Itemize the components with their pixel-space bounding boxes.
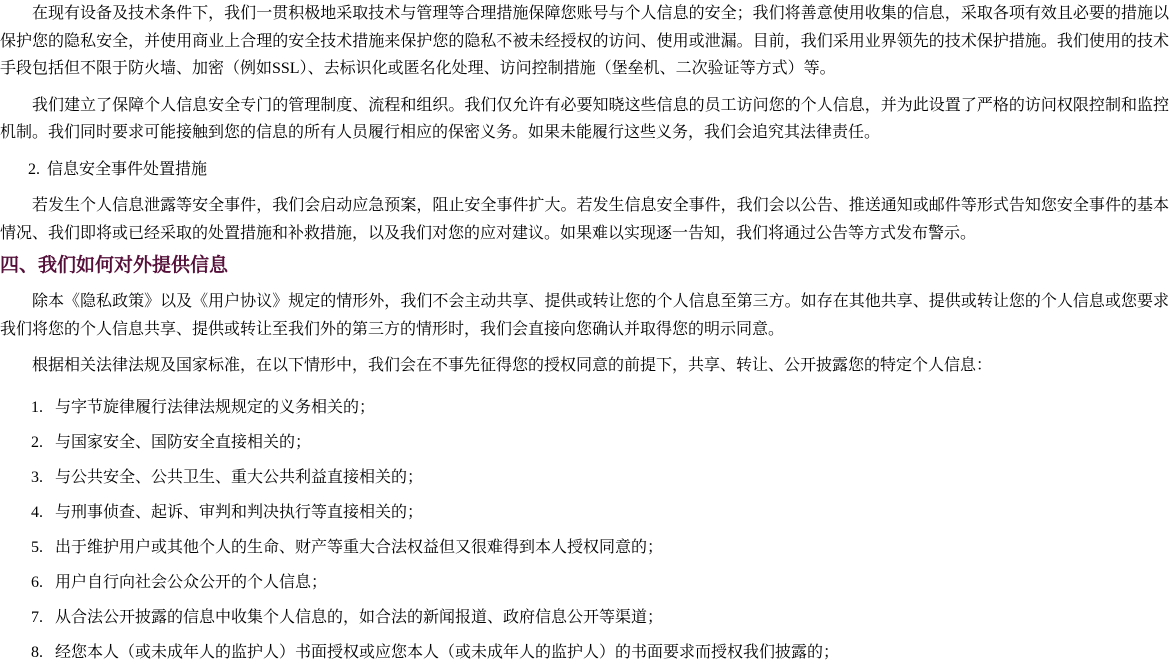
para-legal-exceptions-intro: 根据相关法律法规及国家标准，在以下情形中，我们会在不事先征得您的授权同意的前提下，共享、转让、公开披露您的特定个人信息： xyxy=(0,352,1169,380)
list-item-2 xyxy=(0,429,1169,457)
list-item-5 xyxy=(0,534,1169,562)
list-item-4 xyxy=(0,499,1169,527)
list-item-text: 与国家安全、国防安全直接相关的； xyxy=(55,434,311,451)
subheading-number: 2. xyxy=(28,161,40,178)
para-technical-security-measures: 在现有设备及技术条件下，我们一贯积极地采取技术与管理等合理措施保障您账号与个人信息的安全；我们将善意使用收集的信息，采取各项有效且必要的措施以保护您的隐私安全，并使用商业上合理的安全技术措施来保护您的隐私不被未经授权的访问、使用或泄漏。目前，我们采用业界领先的技术保护措施。我们使用的技术手段包括但不限于防火墙、加密（例如SSL）、去标识化或匿名化处理、访问控制措施（堡垒机、二次验证等方式）等。 xyxy=(0,0,1169,83)
list-item-number: 7. xyxy=(31,604,43,632)
list-item-text: 与字节旋律履行法律法规规定的义务相关的； xyxy=(55,399,375,416)
list-item-number: 8. xyxy=(31,639,43,666)
para-no-third-party-sharing: 除本《隐私政策》以及《用户协议》规定的情形外，我们不会主动共享、提供或转让您的个人信息至第三方。如存在其他共享、提供或转让您的个人信息或您要求我们将您的个人信息共享、提供或转让至我们外的第三方的情形时，我们会直接向您确认并取得您的明示同意。 xyxy=(0,288,1169,343)
list-item-6 xyxy=(0,569,1169,597)
list-item-number: 6. xyxy=(31,569,43,597)
list-item-text: 从合法公开披露的信息中收集个人信息的，如合法的新闻报道、政府信息公开等渠道； xyxy=(55,609,663,626)
list-item-number: 2. xyxy=(31,429,43,457)
list-item-text: 出于维护用户或其他个人的生命、财产等重大合法权益但又很难得到本人授权同意的； xyxy=(55,539,663,556)
subheading-security-incident-handling xyxy=(0,156,1169,184)
list-item-8 xyxy=(0,639,1169,666)
list-item-number: 1. xyxy=(31,394,43,422)
list-item-text: 与公共安全、公共卫生、重大公共利益直接相关的； xyxy=(55,469,423,486)
list-item-text: 经您本人（或未成年人的监护人）书面授权或应您本人（或未成年人的监护人）的书面要求而授权我们披露的； xyxy=(55,644,839,661)
disclosure-exceptions-list xyxy=(0,394,1169,666)
list-item-1 xyxy=(0,394,1169,422)
subheading-label: 信息安全事件处置措施 xyxy=(47,161,207,178)
list-item-number: 4. xyxy=(31,499,43,527)
para-incident-response: 若发生个人信息泄露等安全事件，我们会启动应急预案，阻止安全事件扩大。若发生信息安全事件，我们会以公告、推送通知或邮件等形式告知您安全事件的基本情况、我们即将或已经采取的处置措施和补救措施，以及我们对您的应对建议。如果难以实现逐一告知，我们将通过公告等方式发布警示。 xyxy=(0,192,1169,247)
list-item-text: 用户自行向社会公众公开的个人信息； xyxy=(55,574,327,591)
list-item-number: 3. xyxy=(31,464,43,492)
list-item-text: 与刑事侦查、起诉、审判和判决执行等直接相关的； xyxy=(55,504,423,521)
list-item-number: 5. xyxy=(31,534,43,562)
list-item-3 xyxy=(0,464,1169,492)
list-item-7 xyxy=(0,604,1169,632)
para-management-system: 我们建立了保障个人信息安全专门的管理制度、流程和组织。我们仅允许有必要知晓这些信息的员工访问您的个人信息，并为此设置了严格的访问权限控制和监控机制。我们同时要求可能接触到您的信息的所有人员履行相应的保密义务。如果未能履行这些义务，我们会追究其法律责任。 xyxy=(0,92,1169,147)
heading-section-four-external-provision: 四、我们如何对外提供信息 xyxy=(0,253,1169,279)
